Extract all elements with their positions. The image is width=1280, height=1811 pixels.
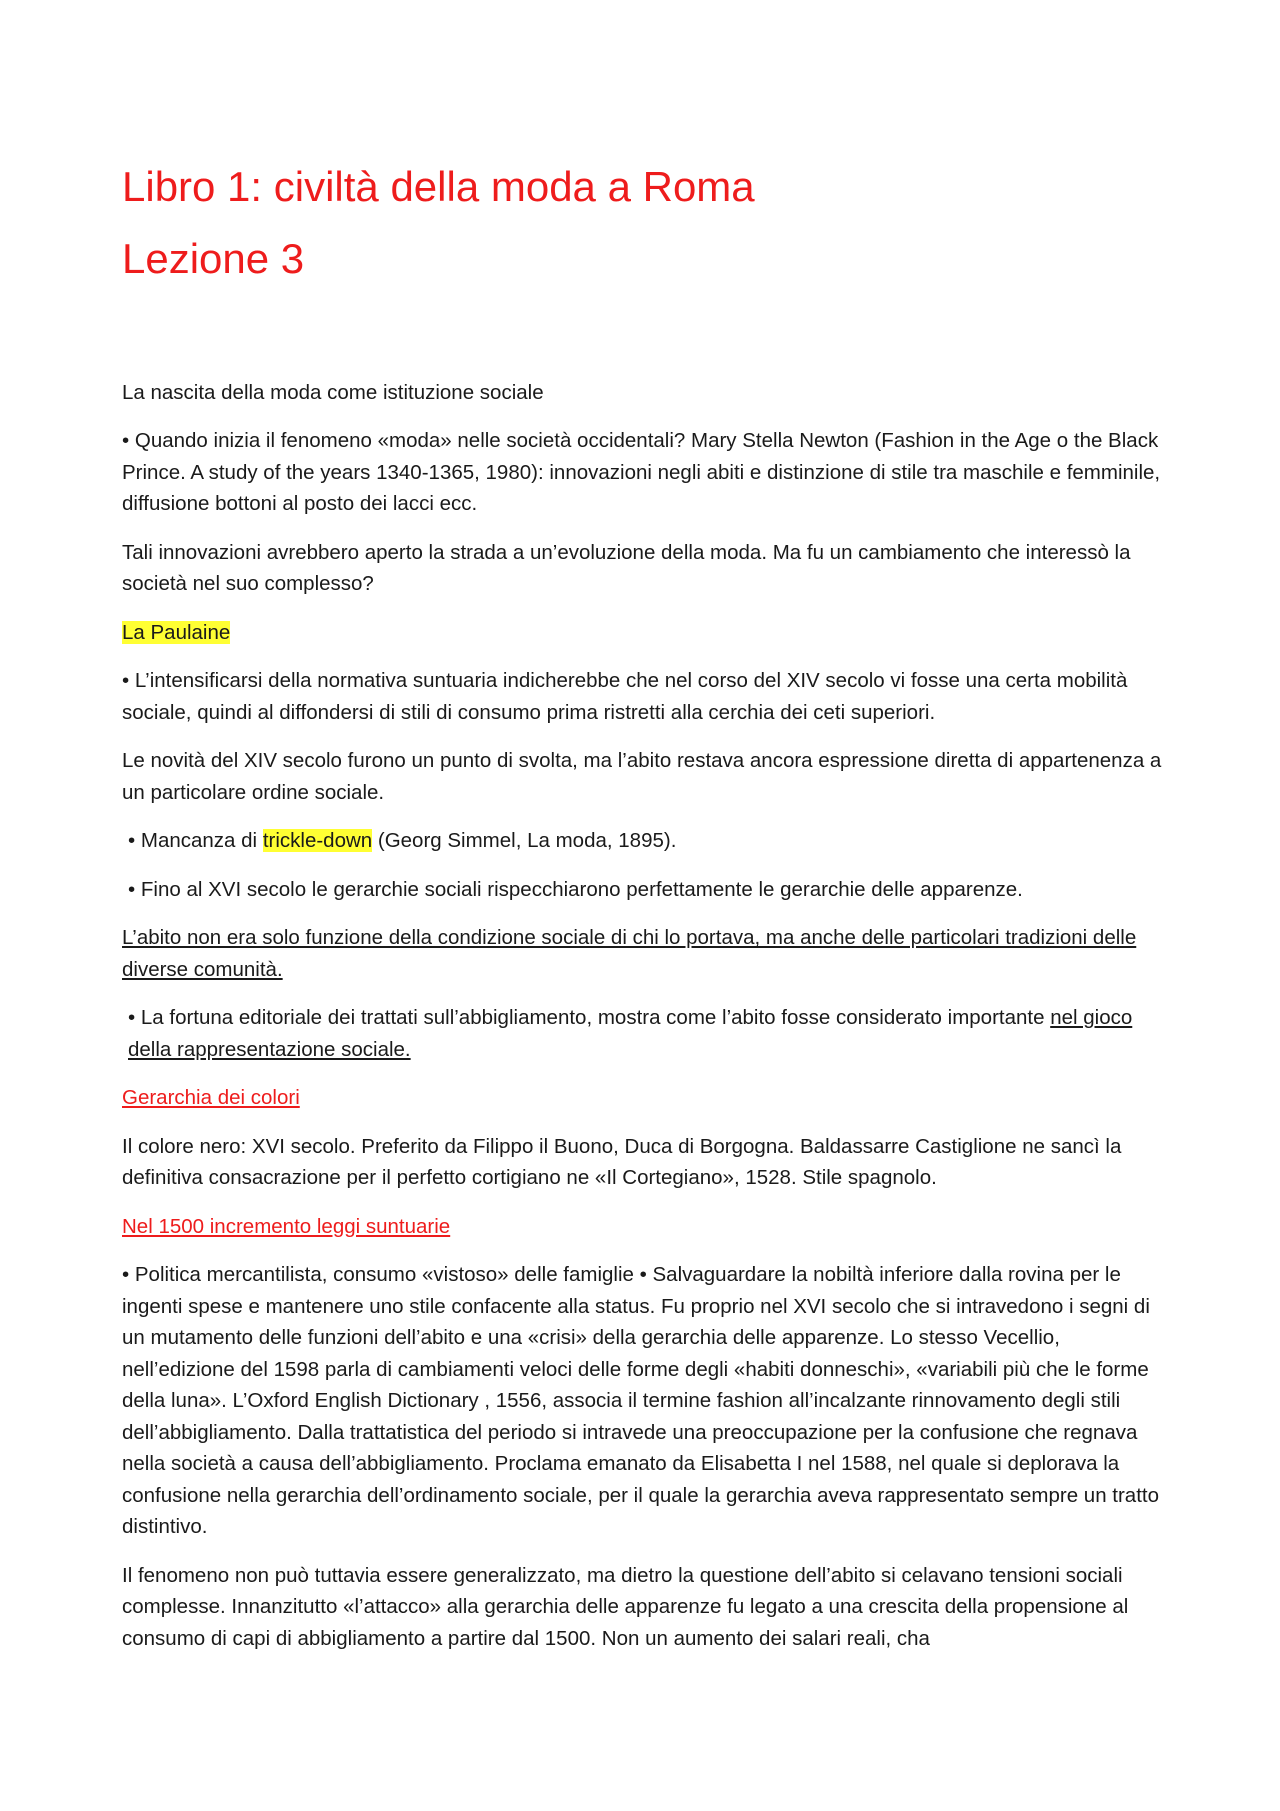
document-body (122, 377, 1170, 1655)
highlight-text: La Paulaine (122, 620, 231, 644)
paragraph: • Politica mercantilista, consumo «vistoso» delle famiglie • Salvaguardare la nobiltà inferiore dalla rovina per le ingenti spese e mantenere uno stile confacente alla status. Fu proprio nel XVI secolo che si intravedono i segni di un mutamento delle funzioni dell’abito e una «crisi» della gerarchia delle apparenze. Lo stesso Vecellio, nell’edizione del 1598 parla di cambiamenti veloci delle forme degli «habiti donneschi», «variabili più che le forme della luna». L’Oxford English Dictionary , 1556, associa il termine fashion all’incalzante rinnovamento degli stili dell’abbigliamento. Dalla trattatistica del periodo si intravede una preoccupazione per la confusione che regnava nella società a causa dell’abbigliamento. Proclama emanato da Elisabetta I nel 1588, nel quale si deplorava la confusione nella gerarchia dell’ordinamento sociale, per il quale la gerarchia aveva rappresentato sempre un tratto distintivo. (122, 1263, 1160, 1539)
section-heading: La nascita della moda come istituzione sociale (122, 380, 544, 404)
page-title: Libro 1: civiltà della moda a Roma (122, 163, 755, 210)
highlight-text: trickle-down (262, 829, 373, 853)
bullet-paragraph: • Mancanza di trickle-down (Georg Simmel, La moda, 1895). (128, 829, 677, 853)
paragraph: Le novità del XIV secolo furono un punto di svolta, ma l’abito restava ancora espressione diretta di appartenenza a un particolare ordine sociale. (122, 749, 1162, 804)
paragraph: Tali innovazioni avrebbero aperto la strada a un’evoluzione della moda. Ma fu un cambiamento che interessò la società nel suo complesso? (122, 540, 1131, 596)
paragraph: • Quando inizia il fenomeno «moda» nelle società occidentali? Mary Stella Newton (Fashion in the Age o the Black Prince. A study of the years 1340-1365, 1980): innovazioni negli abiti e distinzione di stile tra maschile e femminile, diffusione bottoni al posto dei lacci ecc. (122, 429, 1161, 516)
underlined-paragraph: L’abito non era solo funzione della condizione sociale di chi lo portava, ma anche delle particolari tradizioni delle diverse comunità. (122, 926, 1137, 981)
bullet-paragraph: • Fino al XVI secolo le gerarchie sociali rispecchiarono perfettamente le gerarchie delle apparenze. (128, 877, 1023, 901)
red-underlined-heading: Nel 1500 incremento leggi suntuarie (122, 1214, 451, 1238)
section-heading-colors (122, 1082, 1170, 1114)
page-subtitle: Lezione 3 (122, 235, 305, 283)
highlighted-heading (122, 617, 1170, 649)
paragraph: • L’intensificarsi della normativa suntuaria indicherebbe che nel corso del XIV secolo vi fosse una certa mobilità sociale, quindi al diffondersi di stili di consumo prima ristretti alla cerchia dei ceti superiori. (122, 669, 1128, 724)
red-underlined-heading: Gerarchia dei colori (122, 1086, 300, 1110)
underlined-text: nel gioco della rappresentazione sociale. (128, 1006, 1133, 1061)
section-heading-laws (122, 1211, 1170, 1243)
paragraph: Il colore nero: XVI secolo. Preferito da Filippo il Buono, Duca di Borgogna. Baldassarre Castiglione ne sancì la definitiva consacrazione per il perfetto cortigiano ne «Il Cortegiano», 1528. Stile spagnolo. (122, 1134, 1122, 1190)
bullet-paragraph: • La fortuna editoriale dei trattati sull’abbigliamento, mostra come l’abito fosse considerato importante nel gioco della rappresentazione sociale. (128, 1006, 1133, 1061)
paragraph: Il fenomeno non può tuttavia essere generalizzato, ma dietro la questione dell’abito si celavano tensioni sociali complesse. Innanzitutto «l’attacco» alla gerarchia delle apparenze fu legato a una crescita della propensione al consumo di capi di abbigliamento a partire dal 1500. Non un aumento dei salari reali, cha (122, 1563, 1129, 1650)
